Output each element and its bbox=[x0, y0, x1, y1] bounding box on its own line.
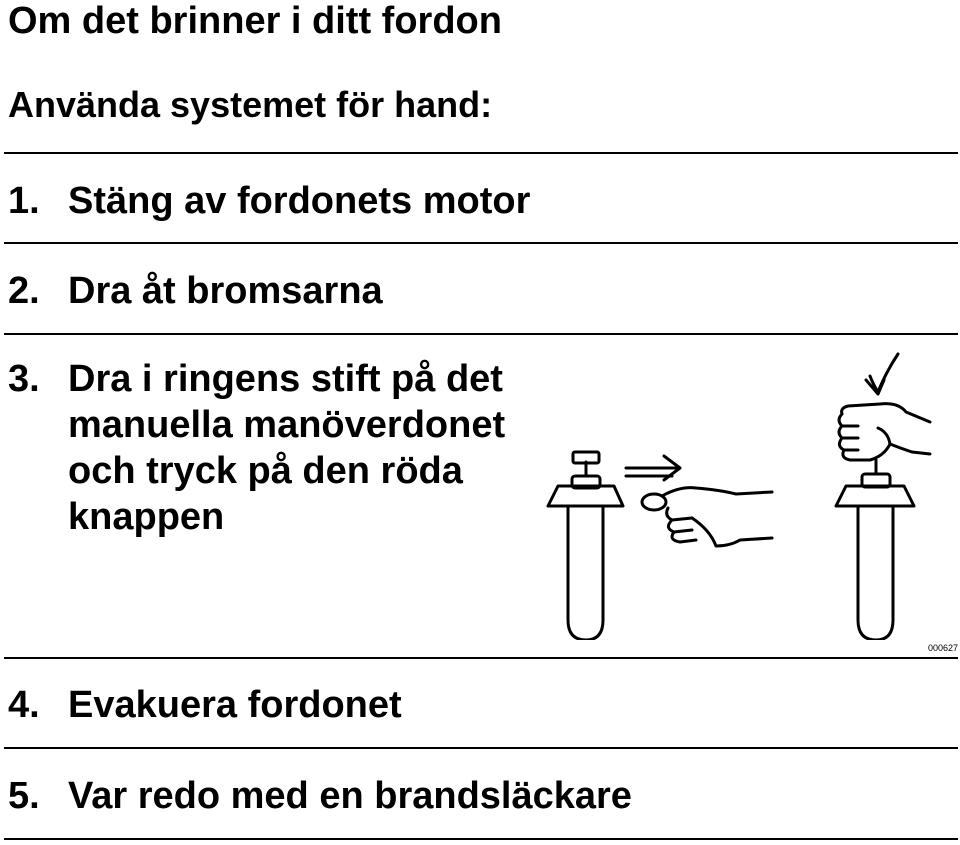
figure-code: 000627 bbox=[927, 643, 958, 653]
pull-pin-hand-icon bbox=[642, 488, 772, 546]
actuator-icon bbox=[836, 460, 914, 640]
step-4 bbox=[8, 682, 402, 728]
step-number: 5. bbox=[8, 775, 40, 817]
divider bbox=[4, 657, 958, 659]
step-1 bbox=[8, 178, 530, 224]
step-text: Stäng av fordonets motor bbox=[68, 180, 531, 222]
divider bbox=[4, 152, 958, 154]
step-text: Evakuera fordonet bbox=[68, 684, 402, 726]
actuator-illustration bbox=[540, 340, 960, 640]
step-text: Var redo med en brandsläckare bbox=[68, 775, 632, 817]
divider bbox=[4, 747, 958, 749]
actuator-icon bbox=[548, 452, 623, 640]
divider bbox=[4, 242, 958, 244]
step-2 bbox=[8, 268, 383, 314]
step-number: 3. bbox=[8, 358, 40, 400]
step-5 bbox=[8, 773, 632, 819]
step-number: 2. bbox=[8, 270, 40, 312]
push-button-hand-icon bbox=[839, 404, 930, 460]
page-title: Om det brinner i ditt fordon bbox=[8, 0, 502, 42]
divider bbox=[4, 838, 958, 840]
check-arrow-icon bbox=[866, 354, 898, 394]
arrow-right-icon bbox=[626, 456, 680, 480]
divider bbox=[4, 333, 958, 335]
step-text: Dra i ringens stift på det manuella manöverdonet och tryck på den röda knappen bbox=[68, 358, 506, 538]
step-text: Dra åt bromsarna bbox=[68, 270, 383, 312]
step-number: 1. bbox=[8, 180, 40, 222]
page-subtitle: Använda systemet för hand: bbox=[8, 84, 493, 125]
step-number: 4. bbox=[8, 684, 40, 726]
